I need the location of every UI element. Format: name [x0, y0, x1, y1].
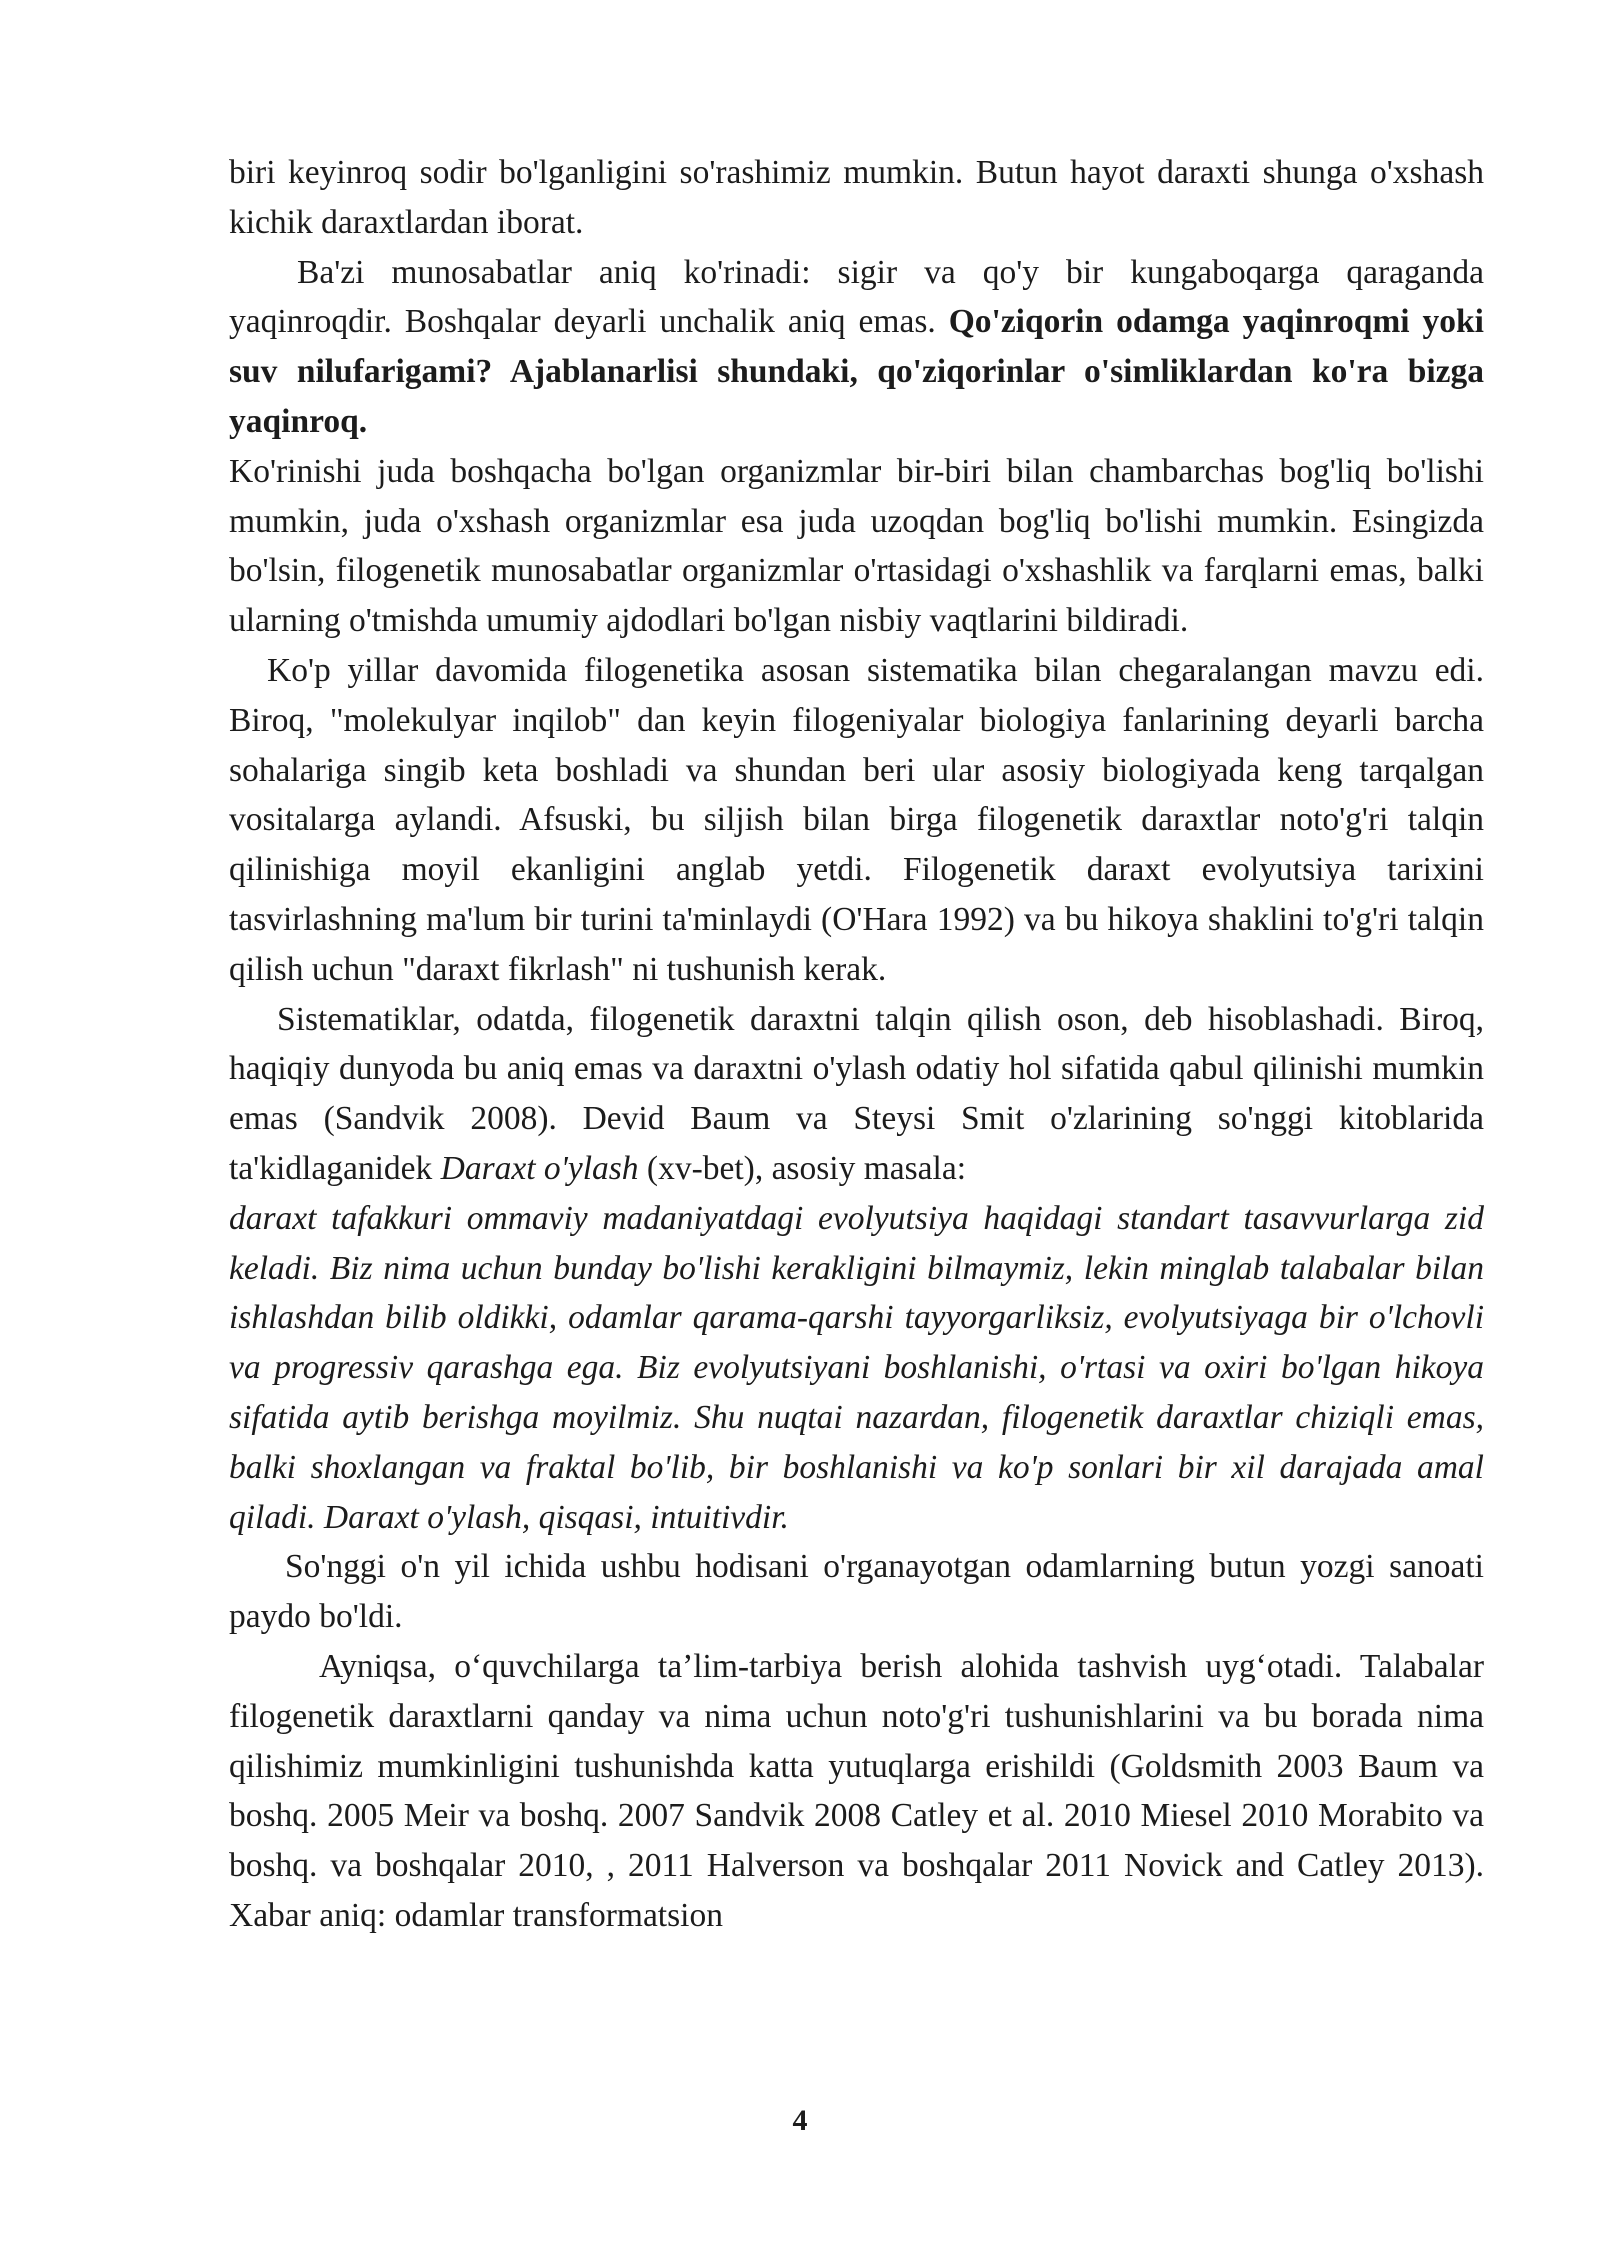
page-number: 4	[792, 2104, 808, 2137]
book-title: Daraxt o'ylash	[440, 1149, 639, 1187]
paragraph-3: Ko'rinishi juda boshqacha bo'lgan organizmlar bir-biri bilan chambarchas bog'liq bo'lishi mumkin, juda o'xshash organizmlar esa juda uzoqdan bog'liq bo'lishi mumkin. Esingizda bo'lsin, filogenetik munosabatlar organizmlar o'rtasidagi o'xshashlik va farqlarni emas, balki ularning o'tmishda umumiy ajdodlari bo'lgan nisbiy vaqtlarini bildiradi.	[229, 452, 1484, 640]
paragraph-1: biri keyinroq sodir bo'lganligini so'rashimiz mumkin. Butun hayot daraxti shunga o'xshash kichik daraxtlardan iborat.	[229, 154, 1484, 241]
paragraph-4: Ko'p yillar davomida filogenetika asosan sistematika bilan chegaralangan mavzu edi. Biroq, "molekulyar inqilob" dan keyin filogeniyalar biologiya fanlarining deyarli barcha sohalariga singib keta boshladi va shundan beri ular asosiy biologiyada keng tarqalgan vositalarga aylandi. Afsuski, bu siljish bilan birga filogenetik daraxtlar noto'g'ri talqin qilinishiga moyil ekanligini anglab yetdi. Filogenetik daraxt evolyutsiya tarixini tasvirlashning ma'lum bir turini ta'minlaydi (O'Hara 1992) va bu hikoya shaklini to'g'ri talqin qilish uchun "daraxt fikrlash" ni tushunish kerak.	[229, 651, 1484, 988]
paragraph-8: Ayniqsa, o‘quvchilarga ta’lim-tarbiya berish alohida tashvish uyg‘otadi. Talabalar filogenetik daraxtlarni qanday va nima uchun noto'g'ri tushunishlarini va bu borada nima qilishimiz mumkinligini tushunishda katta yutuqlarga erishildi (Goldsmith 2003 Baum va boshq. 2005 Meir va boshq. 2007 Sandvik 2008 Catley et al. 2010 Miesel 2010 Morabito va boshq. va boshqalar 2010, , 2011 Halverson va boshqalar 2011 Novick and Catley 2013). Xabar aniq: odamlar transformatsion	[229, 1647, 1484, 1934]
paragraph-5-text-a: Sistematiklar, odatda, filogenetik daraxtni talqin qilish oson, deb hisoblashadi. Biroq, haqiqiy dunyoda bu aniq emas va daraxtni o'ylash odatiy hol sifatida qabul qilinishi mumkin emas (Sandvik 2008). Devid Baum va Steysi Smit o'zlarining so'nggi kitoblarida ta'kidlaganidek	[229, 1000, 1484, 1187]
paragraph-5	[229, 995, 1484, 1194]
paragraph-2	[229, 248, 1484, 447]
paragraph-2-bold-text: Qo'ziqorin odamga yaqinroqmi yoki suv nilufarigami? Ajablanarlisi shundaki, qo'ziqorinlar o'simliklardan ko'ra bizga yaqinroq.	[229, 303, 1484, 440]
paragraph-5-text-b: (xv-bet), asosiy masala:	[638, 1149, 967, 1187]
paragraph-2-text: Ba'zi munosabatlar aniq ko'rinadi: sigir va qo'y bir kungaboqarga qaraganda yaqinroqdir. Boshqalar deyarli unchalik aniq emas.	[229, 253, 1484, 341]
document-body	[229, 148, 1484, 1941]
paragraph-7: So'nggi o'n yil ichida ushbu hodisani o'rganayotgan odamlarning butun yozgi sanoati paydo bo'ldi.	[229, 1548, 1484, 1636]
quote-paragraph: daraxt tafakkuri ommaviy madaniyatdagi evolyutsiya haqidagi standart tasavvurlarga zid keladi. Biz nima uchun bunday bo'lishi kerakligini bilmaymiz, lekin minglab talabalar bilan ishlashdan bilib oldikki, odamlar qarama-qarshi tayyorgarliksiz, evolyutsiyaga bir o'lchovli va progressiv qarashga ega. Biz evolyutsiyani boshlanishi, o'rtasi va oxiri bo'lgan hikoya sifatida aytib berishga moyilmiz. Shu nuqtai nazardan, filogenetik daraxtlar chiziqli emas, balki shoxlangan va fraktal bo'lib, bir boshlanishi va ko'p sonlari bir xil darajada amal qiladi. Daraxt o'ylash, qisqasi, intuitivdir.	[229, 1199, 1484, 1536]
